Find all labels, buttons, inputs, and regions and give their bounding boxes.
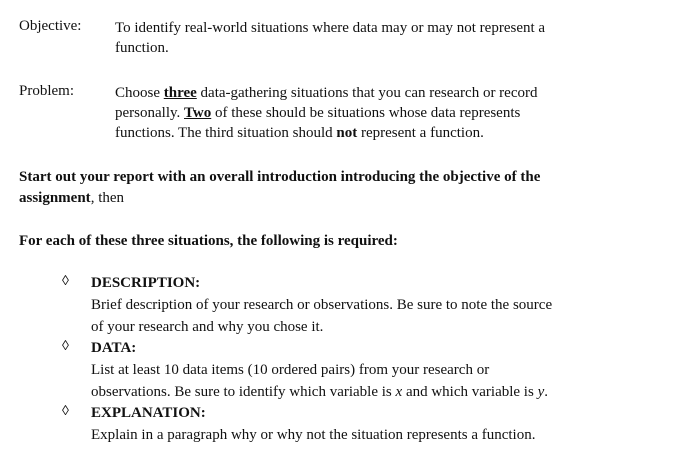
description-line-1: Brief description of your research or observations. Be sure to note the source bbox=[91, 297, 553, 313]
requirement-heading bbox=[19, 231, 679, 252]
data-line-2 bbox=[91, 381, 681, 403]
bullet-explanation bbox=[91, 402, 681, 446]
diamond-bullet-icon: ◊ bbox=[62, 404, 69, 419]
problem-line-2-pre: personally. bbox=[115, 105, 185, 121]
problem-line-2-post: of these should be situations whose data represents bbox=[211, 105, 521, 121]
data-line-2-end: . bbox=[544, 384, 548, 400]
problem-line-1-pre: Choose bbox=[115, 85, 160, 101]
diamond-bullet-icon: ◊ bbox=[62, 339, 69, 354]
explanation-line-1: Explain in a paragraph why or why not the situation represents a function. bbox=[91, 427, 536, 443]
data-line-2-mid: and which variable is bbox=[402, 384, 538, 400]
problem-line-3 bbox=[115, 123, 675, 143]
objective-text bbox=[115, 18, 675, 58]
intro-bold-line-2: assignment bbox=[19, 190, 91, 206]
problem-line-3-post: represent a function. bbox=[357, 125, 484, 141]
data-line-2-pre: observations. Be sure to identify which variable is bbox=[91, 384, 396, 400]
objective-line-2: function. bbox=[115, 40, 169, 56]
problem-emphasis-not: not bbox=[336, 125, 358, 141]
problem-emphasis-two: Two bbox=[184, 105, 212, 121]
problem-line-1-post: data-gathering situations that you can research or record bbox=[196, 85, 538, 101]
intro-tail: , then bbox=[90, 190, 125, 206]
variable-y: y bbox=[537, 384, 545, 400]
requirement-text: For each of these three situations, the following is required: bbox=[19, 233, 398, 249]
problem-line-1 bbox=[115, 83, 675, 103]
problem-emphasis-three: three bbox=[163, 85, 197, 101]
description-line-2: of your research and why you chose it. bbox=[91, 319, 324, 335]
data-line-1: List at least 10 data items (10 ordered pairs) from your research or bbox=[91, 362, 490, 378]
bullet-description bbox=[91, 272, 681, 338]
data-title: DATA: bbox=[91, 340, 137, 356]
intro-bold-line-1: Start out your report with an overall introduction introducing the objective of the bbox=[19, 169, 541, 185]
variable-x: x bbox=[395, 384, 403, 400]
diamond-bullet-icon: ◊ bbox=[62, 274, 69, 289]
problem-line-2 bbox=[115, 103, 675, 123]
description-title: DESCRIPTION: bbox=[91, 275, 201, 291]
problem-text bbox=[115, 83, 675, 143]
objective-line-1: To identify real-world situations where data may or may not represent a bbox=[115, 20, 546, 36]
intro-line-2 bbox=[19, 188, 679, 209]
problem-label: Problem: bbox=[19, 83, 74, 99]
problem-line-3-pre: functions. The third situation should bbox=[115, 125, 337, 141]
explanation-title: EXPLANATION: bbox=[91, 405, 206, 421]
intro-line-1 bbox=[19, 167, 679, 188]
intro-paragraph bbox=[19, 167, 679, 209]
objective-label: Objective: bbox=[19, 18, 82, 34]
bullet-data bbox=[91, 337, 681, 403]
